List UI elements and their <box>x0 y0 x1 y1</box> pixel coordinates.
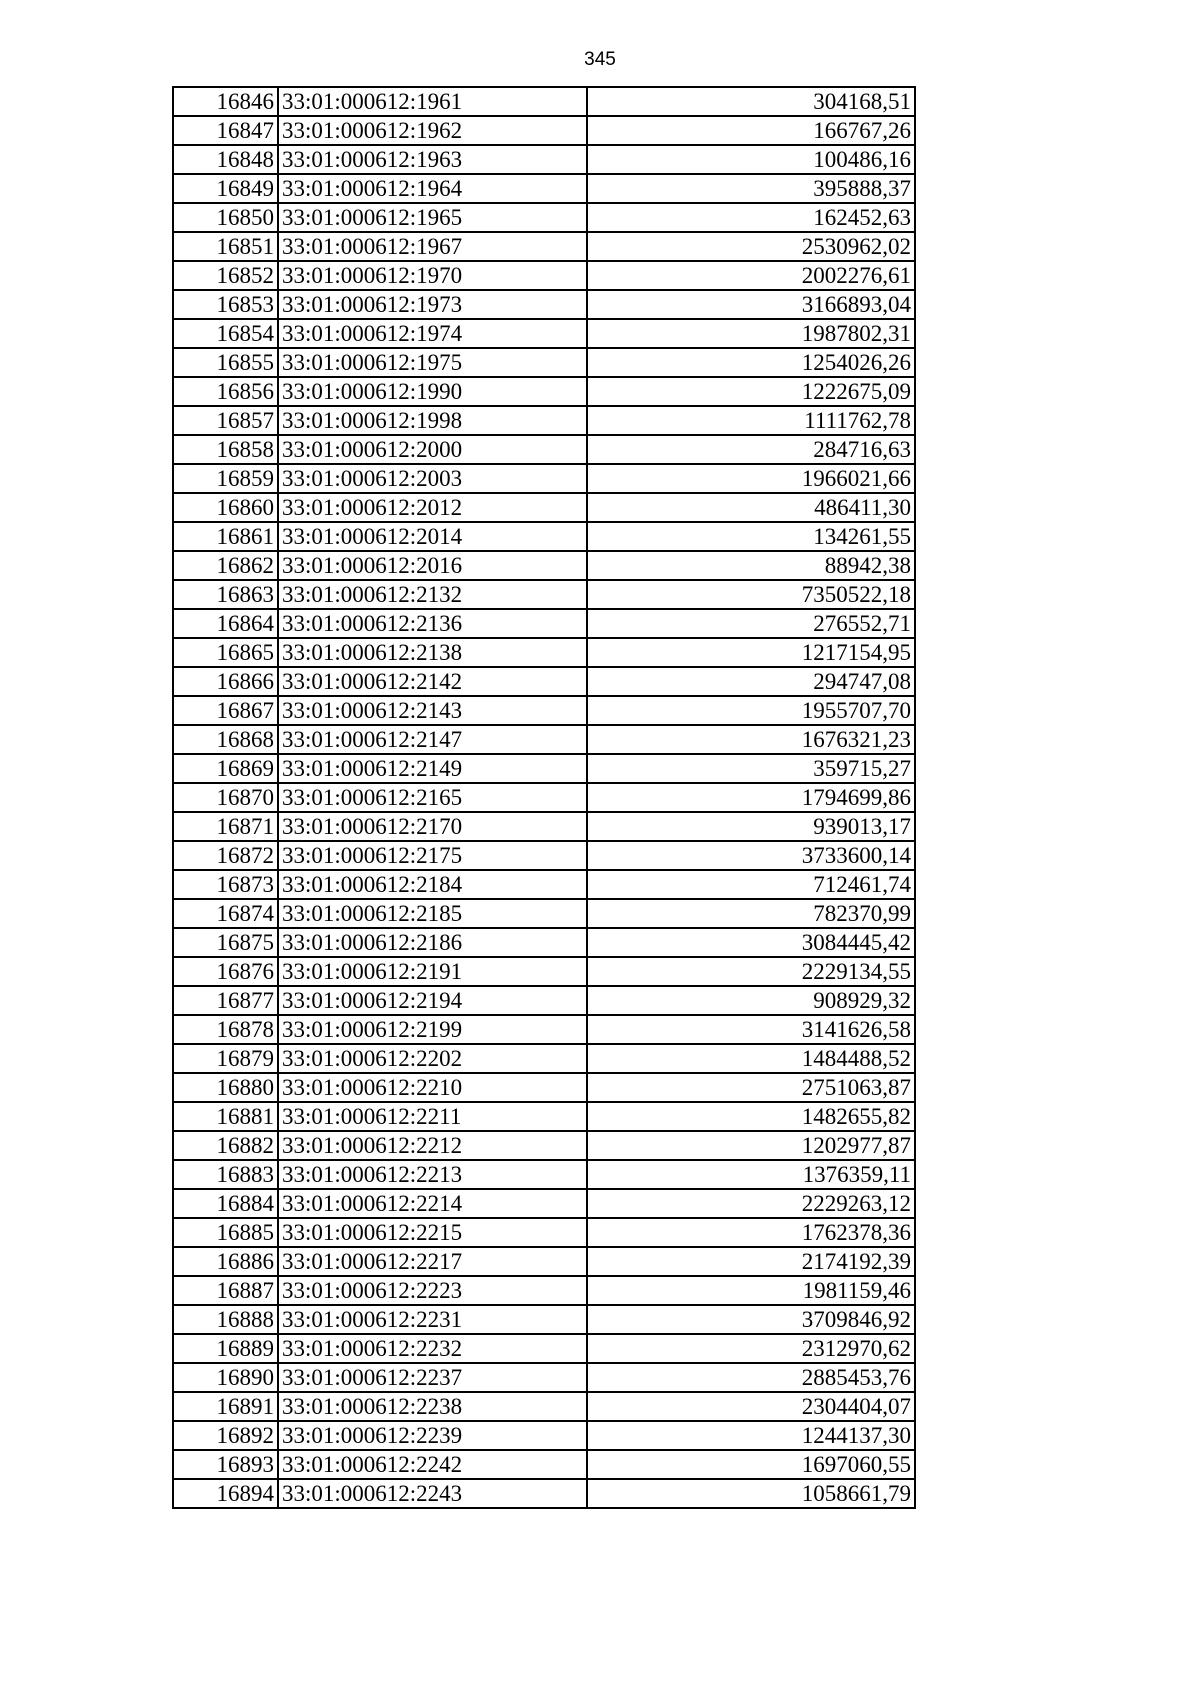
value-cell: 359715,27 <box>587 754 915 783</box>
cadastral-number-cell: 33:01:000612:2213 <box>278 1160 587 1189</box>
row-number-cell: 16858 <box>173 435 278 464</box>
cadastral-number-cell: 33:01:000612:2012 <box>278 493 587 522</box>
cadastral-number-cell: 33:01:000612:2014 <box>278 522 587 551</box>
cadastral-number-cell: 33:01:000612:2202 <box>278 1044 587 1073</box>
table-row <box>173 1479 915 1508</box>
value-cell: 166767,26 <box>587 116 915 145</box>
table-row <box>173 1189 915 1218</box>
table-row <box>173 406 915 435</box>
cadastral-number-cell: 33:01:000612:2136 <box>278 609 587 638</box>
value-cell: 284716,63 <box>587 435 915 464</box>
row-number-cell: 16885 <box>173 1218 278 1247</box>
cadastral-number-cell: 33:01:000612:2165 <box>278 783 587 812</box>
value-cell: 162452,63 <box>587 203 915 232</box>
table-row <box>173 841 915 870</box>
value-cell: 3709846,92 <box>587 1305 915 1334</box>
cadastral-number-cell: 33:01:000612:2149 <box>278 754 587 783</box>
cadastral-number-cell: 33:01:000612:1975 <box>278 348 587 377</box>
row-number-cell: 16863 <box>173 580 278 609</box>
table-row <box>173 1392 915 1421</box>
table-row <box>173 1421 915 1450</box>
table-row <box>173 174 915 203</box>
cadastral-number-cell: 33:01:000612:2217 <box>278 1247 587 1276</box>
row-number-cell: 16860 <box>173 493 278 522</box>
table-row <box>173 232 915 261</box>
table-row <box>173 667 915 696</box>
table-row <box>173 464 915 493</box>
value-cell: 88942,38 <box>587 551 915 580</box>
cadastral-number-cell: 33:01:000612:1967 <box>278 232 587 261</box>
cadastral-number-cell: 33:01:000612:2232 <box>278 1334 587 1363</box>
value-cell: 1676321,23 <box>587 725 915 754</box>
value-cell: 1244137,30 <box>587 1421 915 1450</box>
table-row <box>173 1363 915 1392</box>
table-row <box>173 754 915 783</box>
row-number-cell: 16875 <box>173 928 278 957</box>
cadastral-number-cell: 33:01:000612:2170 <box>278 812 587 841</box>
value-cell: 1955707,70 <box>587 696 915 725</box>
cadastral-number-cell: 33:01:000612:1964 <box>278 174 587 203</box>
value-cell: 395888,37 <box>587 174 915 203</box>
table-row <box>173 551 915 580</box>
table-row <box>173 203 915 232</box>
table-row <box>173 290 915 319</box>
value-cell: 782370,99 <box>587 899 915 928</box>
table-row <box>173 1247 915 1276</box>
value-cell: 2530962,02 <box>587 232 915 261</box>
table-row <box>173 725 915 754</box>
row-number-cell: 16847 <box>173 116 278 145</box>
row-number-cell: 16870 <box>173 783 278 812</box>
cadastral-number-cell: 33:01:000612:2237 <box>278 1363 587 1392</box>
value-cell: 2304404,07 <box>587 1392 915 1421</box>
row-number-cell: 16853 <box>173 290 278 319</box>
cadastral-number-cell: 33:01:000612:2000 <box>278 435 587 464</box>
table-row <box>173 1450 915 1479</box>
table-row <box>173 1276 915 1305</box>
cadastral-number-cell: 33:01:000612:1990 <box>278 377 587 406</box>
row-number-cell: 16886 <box>173 1247 278 1276</box>
row-number-cell: 16874 <box>173 899 278 928</box>
cadastral-number-cell: 33:01:000612:2003 <box>278 464 587 493</box>
table-row <box>173 522 915 551</box>
cadastral-number-cell: 33:01:000612:2231 <box>278 1305 587 1334</box>
value-cell: 3141626,58 <box>587 1015 915 1044</box>
row-number-cell: 16887 <box>173 1276 278 1305</box>
value-cell: 2229134,55 <box>587 957 915 986</box>
row-number-cell: 16880 <box>173 1073 278 1102</box>
table-row <box>173 638 915 667</box>
table-row <box>173 1218 915 1247</box>
row-number-cell: 16882 <box>173 1131 278 1160</box>
row-number-cell: 16876 <box>173 957 278 986</box>
value-cell: 2751063,87 <box>587 1073 915 1102</box>
cadastral-number-cell: 33:01:000612:1961 <box>278 87 587 116</box>
cadastral-number-cell: 33:01:000612:2184 <box>278 870 587 899</box>
row-number-cell: 16861 <box>173 522 278 551</box>
row-number-cell: 16892 <box>173 1421 278 1450</box>
cadastral-number-cell: 33:01:000612:2132 <box>278 580 587 609</box>
table-row <box>173 261 915 290</box>
cadastral-number-cell: 33:01:000612:2215 <box>278 1218 587 1247</box>
cadastral-value-table <box>172 86 916 1509</box>
cadastral-number-cell: 33:01:000612:2194 <box>278 986 587 1015</box>
value-cell: 1217154,95 <box>587 638 915 667</box>
table-row <box>173 812 915 841</box>
value-cell: 1202977,87 <box>587 1131 915 1160</box>
cadastral-number-cell: 33:01:000612:2243 <box>278 1479 587 1508</box>
cadastral-number-cell: 33:01:000612:2143 <box>278 696 587 725</box>
row-number-cell: 16883 <box>173 1160 278 1189</box>
cadastral-number-cell: 33:01:000612:1973 <box>278 290 587 319</box>
value-cell: 1966021,66 <box>587 464 915 493</box>
table-row <box>173 116 915 145</box>
value-cell: 712461,74 <box>587 870 915 899</box>
cadastral-number-cell: 33:01:000612:2185 <box>278 899 587 928</box>
cadastral-number-cell: 33:01:000612:2191 <box>278 957 587 986</box>
value-cell: 1981159,46 <box>587 1276 915 1305</box>
table-row <box>173 899 915 928</box>
cadastral-number-cell: 33:01:000612:2210 <box>278 1073 587 1102</box>
value-cell: 134261,55 <box>587 522 915 551</box>
table-row <box>173 696 915 725</box>
row-number-cell: 16893 <box>173 1450 278 1479</box>
row-number-cell: 16856 <box>173 377 278 406</box>
table-row <box>173 580 915 609</box>
table-body <box>173 87 915 1508</box>
value-cell: 1987802,31 <box>587 319 915 348</box>
cadastral-number-cell: 33:01:000612:2239 <box>278 1421 587 1450</box>
value-cell: 100486,16 <box>587 145 915 174</box>
cadastral-number-cell: 33:01:000612:2211 <box>278 1102 587 1131</box>
row-number-cell: 16871 <box>173 812 278 841</box>
table-row <box>173 609 915 638</box>
value-cell: 1222675,09 <box>587 377 915 406</box>
value-cell: 3166893,04 <box>587 290 915 319</box>
row-number-cell: 16879 <box>173 1044 278 1073</box>
row-number-cell: 16884 <box>173 1189 278 1218</box>
cadastral-number-cell: 33:01:000612:1970 <box>278 261 587 290</box>
cadastral-number-cell: 33:01:000612:2199 <box>278 1015 587 1044</box>
table-row <box>173 1102 915 1131</box>
cadastral-number-cell: 33:01:000612:2238 <box>278 1392 587 1421</box>
table-row <box>173 1305 915 1334</box>
row-number-cell: 16852 <box>173 261 278 290</box>
value-cell: 486411,30 <box>587 493 915 522</box>
value-cell: 3084445,42 <box>587 928 915 957</box>
row-number-cell: 16866 <box>173 667 278 696</box>
value-cell: 294747,08 <box>587 667 915 696</box>
row-number-cell: 16869 <box>173 754 278 783</box>
table-row <box>173 1073 915 1102</box>
row-number-cell: 16857 <box>173 406 278 435</box>
row-number-cell: 16881 <box>173 1102 278 1131</box>
row-number-cell: 16873 <box>173 870 278 899</box>
table-row <box>173 319 915 348</box>
value-cell: 1482655,82 <box>587 1102 915 1131</box>
value-cell: 1254026,26 <box>587 348 915 377</box>
table-row <box>173 87 915 116</box>
cadastral-number-cell: 33:01:000612:2175 <box>278 841 587 870</box>
row-number-cell: 16891 <box>173 1392 278 1421</box>
value-cell: 1794699,86 <box>587 783 915 812</box>
value-cell: 1111762,78 <box>587 406 915 435</box>
cadastral-number-cell: 33:01:000612:2242 <box>278 1450 587 1479</box>
cadastral-number-cell: 33:01:000612:2212 <box>278 1131 587 1160</box>
row-number-cell: 16868 <box>173 725 278 754</box>
table-row <box>173 1044 915 1073</box>
cadastral-number-cell: 33:01:000612:1965 <box>278 203 587 232</box>
cadastral-number-cell: 33:01:000612:2223 <box>278 1276 587 1305</box>
row-number-cell: 16889 <box>173 1334 278 1363</box>
value-cell: 939013,17 <box>587 812 915 841</box>
table-row <box>173 957 915 986</box>
table-row <box>173 986 915 1015</box>
table-row <box>173 348 915 377</box>
table-row <box>173 783 915 812</box>
row-number-cell: 16846 <box>173 87 278 116</box>
table-row <box>173 870 915 899</box>
row-number-cell: 16867 <box>173 696 278 725</box>
cadastral-number-cell: 33:01:000612:1963 <box>278 145 587 174</box>
row-number-cell: 16865 <box>173 638 278 667</box>
value-cell: 1484488,52 <box>587 1044 915 1073</box>
table-row <box>173 145 915 174</box>
row-number-cell: 16890 <box>173 1363 278 1392</box>
table-row <box>173 377 915 406</box>
cadastral-number-cell: 33:01:000612:2142 <box>278 667 587 696</box>
value-cell: 2229263,12 <box>587 1189 915 1218</box>
table-row <box>173 493 915 522</box>
row-number-cell: 16888 <box>173 1305 278 1334</box>
value-cell: 1697060,55 <box>587 1450 915 1479</box>
row-number-cell: 16859 <box>173 464 278 493</box>
value-cell: 1762378,36 <box>587 1218 915 1247</box>
value-cell: 2174192,39 <box>587 1247 915 1276</box>
row-number-cell: 16854 <box>173 319 278 348</box>
row-number-cell: 16855 <box>173 348 278 377</box>
row-number-cell: 16851 <box>173 232 278 261</box>
table-row <box>173 928 915 957</box>
cadastral-number-cell: 33:01:000612:2214 <box>278 1189 587 1218</box>
cadastral-number-cell: 33:01:000612:2147 <box>278 725 587 754</box>
row-number-cell: 16864 <box>173 609 278 638</box>
value-cell: 2885453,76 <box>587 1363 915 1392</box>
value-cell: 276552,71 <box>587 609 915 638</box>
value-cell: 7350522,18 <box>587 580 915 609</box>
value-cell: 908929,32 <box>587 986 915 1015</box>
row-number-cell: 16849 <box>173 174 278 203</box>
row-number-cell: 16850 <box>173 203 278 232</box>
row-number-cell: 16862 <box>173 551 278 580</box>
value-cell: 304168,51 <box>587 87 915 116</box>
table-row <box>173 1131 915 1160</box>
value-cell: 2312970,62 <box>587 1334 915 1363</box>
cadastral-number-cell: 33:01:000612:1998 <box>278 406 587 435</box>
table-row <box>173 1015 915 1044</box>
table-row <box>173 435 915 464</box>
value-cell: 1376359,11 <box>587 1160 915 1189</box>
row-number-cell: 16872 <box>173 841 278 870</box>
cadastral-number-cell: 33:01:000612:2186 <box>278 928 587 957</box>
row-number-cell: 16848 <box>173 145 278 174</box>
row-number-cell: 16877 <box>173 986 278 1015</box>
row-number-cell: 16894 <box>173 1479 278 1508</box>
value-cell: 1058661,79 <box>587 1479 915 1508</box>
value-cell: 2002276,61 <box>587 261 915 290</box>
cadastral-number-cell: 33:01:000612:1962 <box>278 116 587 145</box>
table-row <box>173 1334 915 1363</box>
row-number-cell: 16878 <box>173 1015 278 1044</box>
table-row <box>173 1160 915 1189</box>
cadastral-number-cell: 33:01:000612:2016 <box>278 551 587 580</box>
value-cell: 3733600,14 <box>587 841 915 870</box>
cadastral-number-cell: 33:01:000612:1974 <box>278 319 587 348</box>
cadastral-number-cell: 33:01:000612:2138 <box>278 638 587 667</box>
page-number: 345 <box>584 49 616 70</box>
